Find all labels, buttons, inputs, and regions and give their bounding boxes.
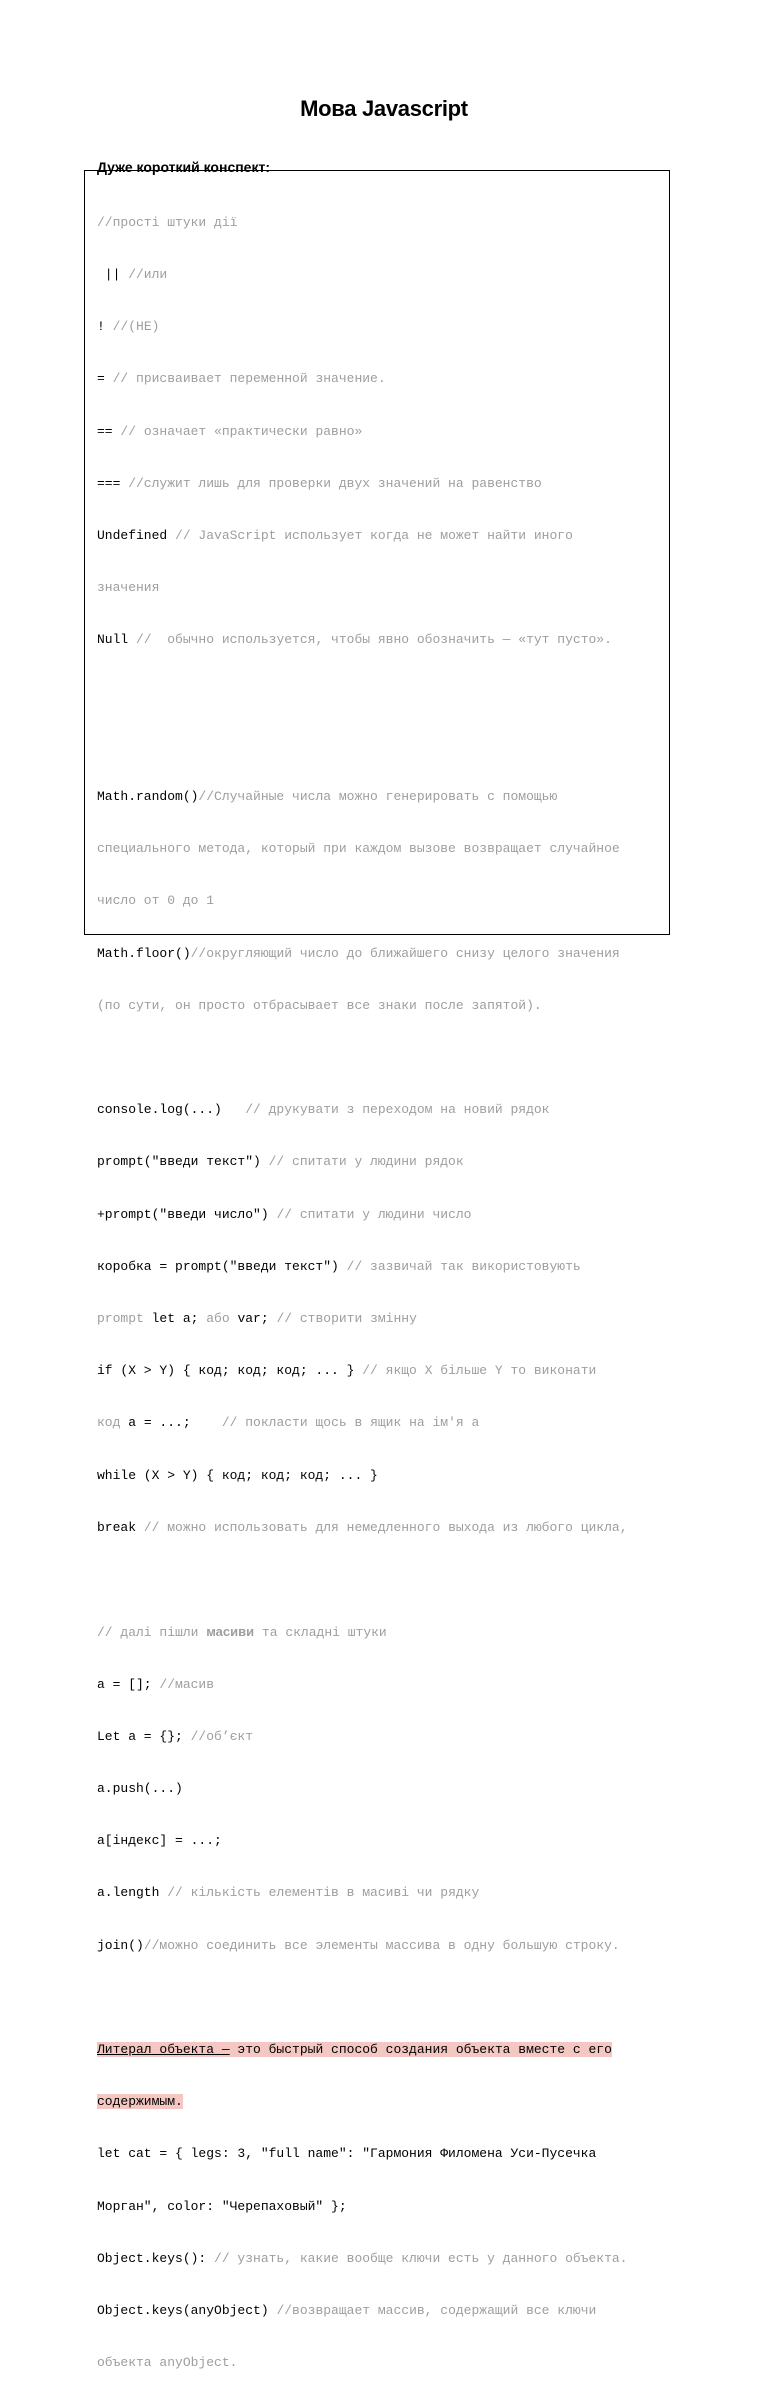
line-assign-a bbox=[97, 1414, 665, 1431]
blank-line bbox=[97, 684, 665, 701]
highlighted-definition bbox=[97, 2042, 612, 2057]
code: console.log(...) bbox=[97, 1102, 222, 1118]
line-undefined bbox=[97, 527, 665, 544]
line-math-floor-cont bbox=[97, 997, 665, 1014]
code: Object.keys(): bbox=[97, 2250, 207, 2266]
comment: специального метода, который при каждом вызове возвращает случайное bbox=[97, 841, 620, 857]
comment: //(НЕ) bbox=[104, 319, 160, 335]
line-box-prompt bbox=[97, 1258, 665, 1275]
comment: // узнать, какие вообще ключи есть у данного объекта. bbox=[206, 2250, 628, 2266]
definition-text: это быстрый способ создания объекта вместе с его bbox=[229, 2041, 612, 2057]
code: a[індекс] = ...; bbox=[97, 1833, 222, 1849]
code: = bbox=[97, 371, 105, 387]
comment: //Случайные числа можно генерировать с помощью bbox=[198, 789, 558, 805]
code: Math.floor() bbox=[97, 945, 191, 961]
code: +prompt("введи число") bbox=[97, 1206, 269, 1222]
line-console-log bbox=[97, 1101, 665, 1118]
line-break bbox=[97, 1519, 665, 1536]
comment: значения bbox=[97, 580, 160, 596]
highlighted-definition: содержимым. bbox=[97, 2094, 183, 2110]
line-math-floor bbox=[97, 945, 665, 962]
comment: число от 0 до 1 bbox=[97, 893, 215, 909]
comment: //возвращает массив, содержащий все ключи bbox=[268, 2302, 597, 2318]
comment: //масив bbox=[151, 1676, 215, 1692]
line-loose-equal bbox=[97, 423, 665, 440]
comment: prompt bbox=[97, 1311, 152, 1327]
line-or-operator bbox=[97, 266, 665, 283]
code: Null bbox=[97, 632, 129, 648]
line-assign bbox=[97, 370, 665, 387]
code: a.length bbox=[97, 1885, 160, 1901]
code: let a; bbox=[151, 1311, 199, 1327]
code: Undefined bbox=[97, 528, 168, 544]
document-subtitle: Дуже короткий конспект: bbox=[97, 159, 270, 175]
line-object-keys bbox=[97, 2250, 665, 2267]
line-strict-equal bbox=[97, 475, 665, 492]
line-join bbox=[97, 1937, 665, 1954]
line-length bbox=[97, 1884, 665, 1901]
code: == bbox=[97, 423, 113, 439]
comment: // обычно используется, чтобы явно обозначить — «тут пусто». bbox=[128, 632, 612, 648]
comment: //можно соединить все элементы массива в одну большую строку. bbox=[143, 1937, 620, 1953]
line-undefined-cont bbox=[97, 579, 665, 596]
comment: //прості штуки дії bbox=[97, 214, 238, 230]
code: Морган", color: "Черепаховый" }; bbox=[97, 2198, 347, 2214]
blank-line bbox=[97, 1049, 665, 1066]
comment-bold: масиви bbox=[206, 1624, 255, 1640]
comment: объекта anyObject. bbox=[97, 2355, 238, 2371]
line-array-literal bbox=[97, 1676, 665, 1693]
comment: //об’єкт bbox=[182, 1728, 254, 1744]
line-object-literal bbox=[97, 1728, 665, 1745]
cheatsheet-body bbox=[97, 179, 665, 2389]
code: if (X > Y) { код; код; код; ... } bbox=[97, 1363, 355, 1379]
code: prompt("введи текст") bbox=[97, 1154, 261, 1170]
page-title: Мова Javascript bbox=[300, 96, 468, 121]
code: Math.random() bbox=[97, 789, 199, 805]
comment: // спитати у людини число bbox=[268, 1206, 472, 1222]
comment: //округляющий число до ближайшего снизу целого значения bbox=[190, 945, 620, 961]
line-let-var bbox=[97, 1310, 665, 1327]
code: коробка = prompt("введи текст") bbox=[97, 1258, 339, 1274]
line-prompt-text bbox=[97, 1153, 665, 1170]
comment: // означает «практически равно» bbox=[112, 423, 363, 439]
line-null bbox=[97, 631, 665, 648]
comment: // JavaScript использует когда не может найти иного bbox=[167, 528, 573, 544]
line-math-random-cont bbox=[97, 892, 665, 909]
comment: // зазвичай так використовують bbox=[338, 1258, 581, 1274]
line-cat-object-cont bbox=[97, 2198, 665, 2215]
line-push bbox=[97, 1780, 665, 1797]
code: a.push(...) bbox=[97, 1780, 183, 1796]
blank-line bbox=[97, 736, 665, 753]
line-index-assign bbox=[97, 1832, 665, 1849]
line-object-keys-any bbox=[97, 2302, 665, 2319]
comment: // друкувати з переходом на новий рядок bbox=[221, 1102, 550, 1118]
comment: або bbox=[198, 1311, 238, 1327]
line-prompt-number bbox=[97, 1206, 665, 1223]
comment: (по сути, он просто отбрасывает все знаки после запятой). bbox=[97, 997, 542, 1013]
line-object-keys-any-cont bbox=[97, 2354, 665, 2371]
comment: код bbox=[97, 1415, 129, 1431]
comment: // спитати у людини рядок bbox=[260, 1154, 464, 1170]
code: let cat = { legs: 3, "full name": "Гармония Филомена Уси-Пусечка bbox=[97, 2146, 597, 2162]
code: break bbox=[97, 1519, 137, 1535]
line-arrays-heading bbox=[97, 1623, 665, 1640]
code: var; bbox=[237, 1311, 269, 1327]
comment: // далі пішли bbox=[97, 1625, 207, 1641]
line-math-random-cont bbox=[97, 840, 665, 857]
line-not-operator bbox=[97, 318, 665, 335]
code: || bbox=[97, 267, 121, 283]
comment: // створити змінну bbox=[268, 1311, 417, 1327]
line-literal-definition-cont bbox=[97, 2093, 665, 2110]
line-math-random bbox=[97, 788, 665, 805]
underlined-term: Литерал объекта — bbox=[97, 2041, 230, 2057]
code: a = []; bbox=[97, 1676, 152, 1692]
comment: // якщо X більше Y то виконати bbox=[354, 1363, 597, 1379]
line-literal-definition bbox=[97, 2041, 665, 2058]
comment: // присваивает переменной значение. bbox=[104, 371, 386, 387]
code: a = ...; bbox=[128, 1415, 191, 1431]
blank-line bbox=[97, 1571, 665, 1588]
code: join() bbox=[97, 1937, 144, 1953]
line-basics-heading bbox=[97, 214, 665, 231]
line-while bbox=[97, 1467, 665, 1484]
blank-line bbox=[97, 1989, 665, 2006]
line-if bbox=[97, 1362, 665, 1379]
comment: // кількість елементів в масиві чи рядку bbox=[159, 1885, 480, 1901]
comment: // можно использовать для немедленного выхода из любого цикла, bbox=[136, 1519, 628, 1535]
comment: //служит лишь для проверки двух значений на равенство bbox=[120, 475, 542, 491]
code: === bbox=[97, 475, 121, 491]
comment: та складні штуки bbox=[254, 1625, 387, 1641]
code: while (X > Y) { код; код; код; ... } bbox=[97, 1467, 378, 1483]
code: Object.keys(anyObject) bbox=[97, 2302, 269, 2318]
comment: //или bbox=[120, 267, 168, 283]
comment: // покласти щось в ящик на ім'я a bbox=[190, 1415, 480, 1431]
line-cat-object bbox=[97, 2145, 665, 2162]
code: Let a = {}; bbox=[97, 1728, 183, 1744]
code: ! bbox=[97, 319, 105, 335]
